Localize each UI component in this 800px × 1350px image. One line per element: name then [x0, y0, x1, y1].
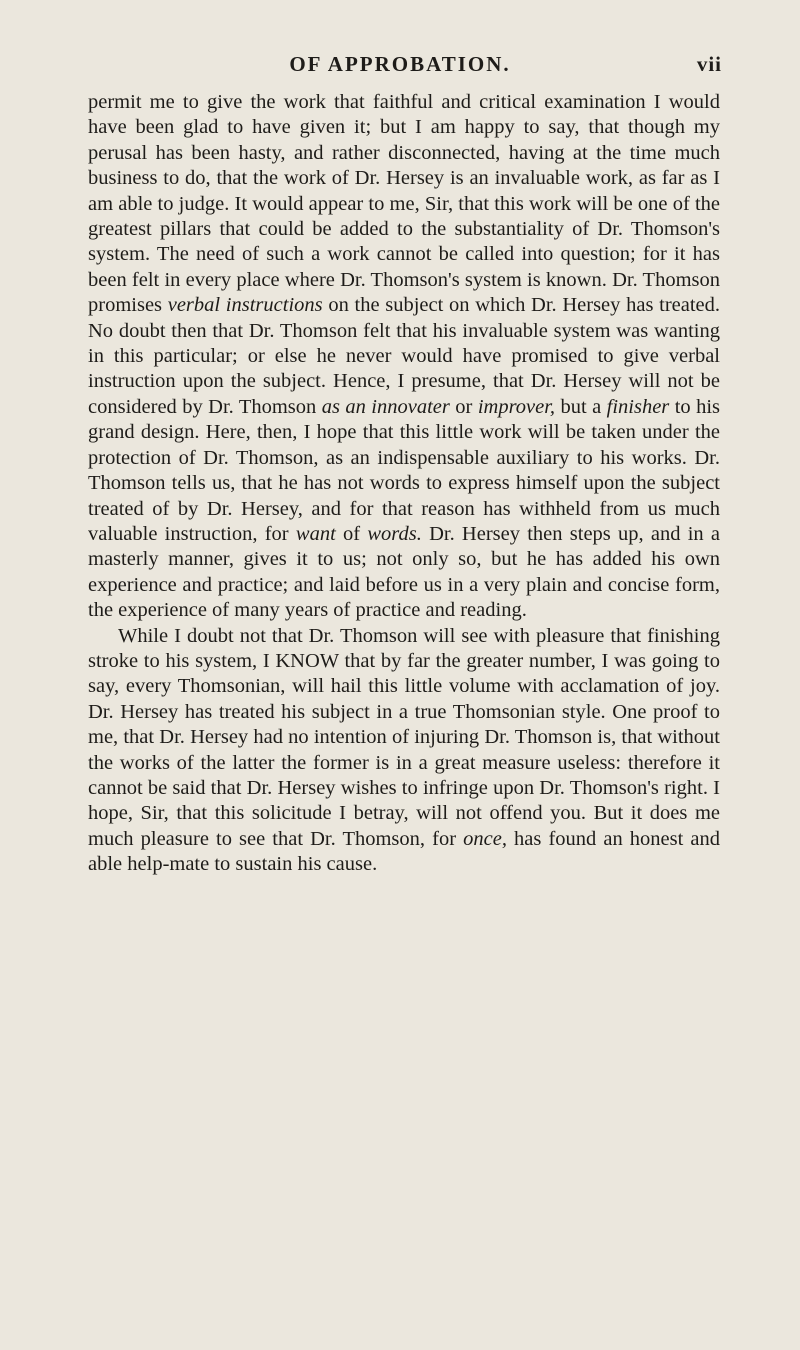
- text-run: of: [335, 522, 368, 545]
- italic-run: improver,: [477, 395, 556, 418]
- text-run: Dr. Hersey then steps up, and in a masterly manner, gives it to us; not only so, but he has added his own experience and practice; and laid before us in a very plain and concise form, the experience of many years of practice and reading.: [88, 522, 721, 622]
- text-run: but a: [555, 395, 607, 418]
- text-run: has found an honest and able help-mate to sustain his cause.: [88, 827, 721, 876]
- text-run: to his grand design. Here, then, I hope that this little work will be taken under the protection of Dr. Thomson, as an indispensable auxiliary to his works. Dr. Thomson tells us, that he has not words to express himself upon the subject treated of by Dr. Hersey, and for that reason has withheld from us much valuable instruction, for: [88, 395, 721, 545]
- text-run: or: [449, 395, 478, 418]
- italic-run: verbal instructions: [167, 294, 323, 317]
- text-run: permit me to give the work that faithful and critical examination I would have been glad to have given it; but I am happy to say, that though my perusal has been hasty, and rather disconnected, having at the time much business to do, that the work of Dr. Hersey is an invaluable work, as far as I am able to judge. It would appear to me, Sir, that this work will be one of the greatest pillars that could be added to the substantiality of Dr. Thomson's system. The need of such a work cannot be called into question; for it has been felt in every place where Dr. Thomson's system is known. Dr. Thomson promises: [88, 91, 720, 317]
- page-number: vii: [696, 52, 722, 76]
- italic-run: words.: [367, 522, 422, 545]
- body-text: [88, 90, 720, 878]
- text-run: on the subject on which Dr. Hersey has treated. No doubt then that Dr. Thomson felt that his invaluable system was wanting in this particular; or else he never would have promised to give verbal instruction upon the subject. Hence, I presume, that Dr. Hersey will not be considered by Dr. Thomson: [88, 294, 721, 418]
- italic-run: once,: [463, 827, 507, 850]
- running-title: OF APPROBATION.: [289, 52, 511, 76]
- italic-run: finisher: [606, 395, 670, 418]
- paragraph-2: [88, 624, 720, 878]
- italic-run: want: [295, 522, 336, 545]
- paragraph-1: [88, 90, 720, 624]
- italic-run: as an innovater: [321, 395, 450, 418]
- running-head: [0, 52, 800, 82]
- text-run: While I doubt not that Dr. Thomson will see with pleasure that finishing stroke to his system, I KNOW that by far the greater number, I was going to say, every Thomsonian, will hail this little volume with acclamation of joy. Dr. Hersey has treated his subject in a true Thomsonian style. One proof to me, that Dr. Hersey had no intention of injuring Dr. Thomson is, that without the works of the latter the former is in a great measure useless: therefore it cannot be said that Dr. Hersey wishes to infringe upon Dr. Thomson's right. I hope, Sir, that this solicitude I betray, will not offend you. But it does me much pleasure to see that Dr. Thomson, for: [88, 624, 720, 850]
